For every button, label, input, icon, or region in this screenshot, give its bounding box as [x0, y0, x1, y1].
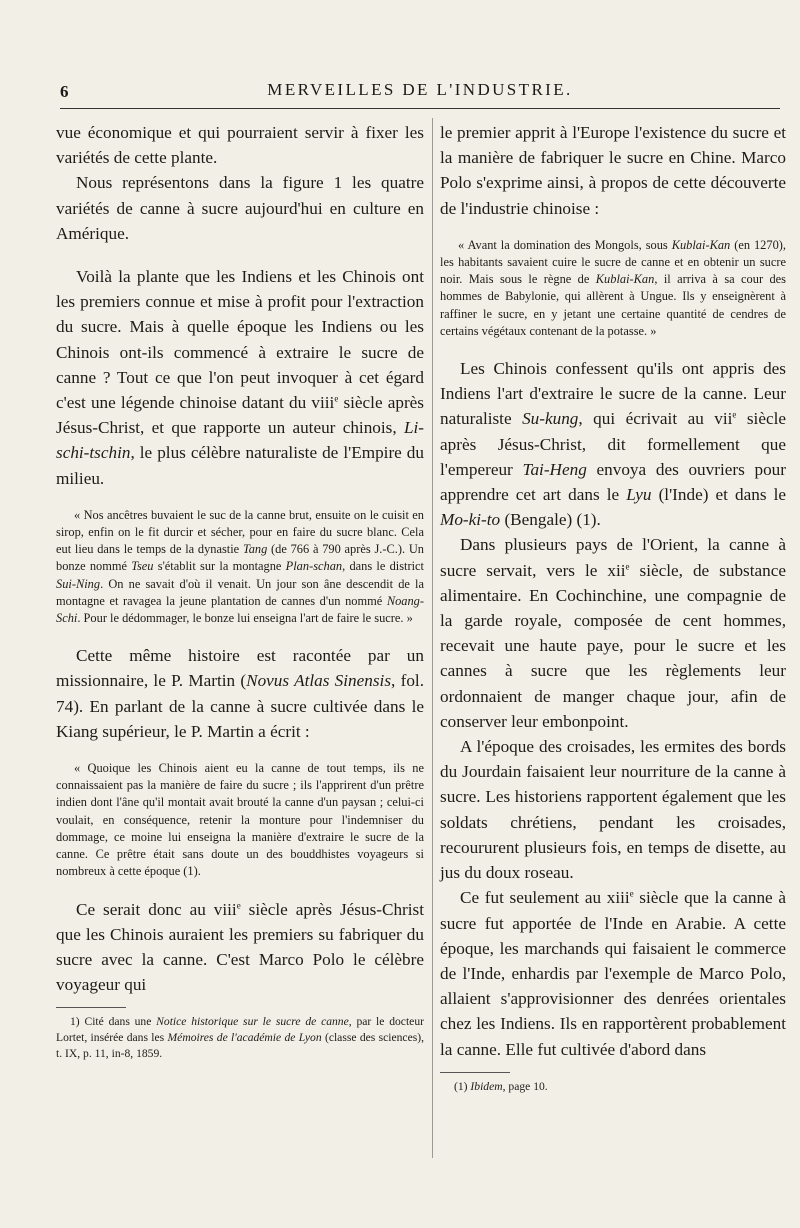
paragraph: Les Chinois confessent qu'ils ont appris des Indiens l'art d'extraire le sucre de la canne. Leur naturaliste Su-kung, qui écrivait au vii$^e$ siècle après Jésus-Christ, dit formellement que l'empereur Tai-Heng envoya des ouvriers pour apprendre cet art dans le Lyu (l'Inde) et dans le Mo-ki-to (Bengale) (1). [440, 359, 787, 530]
footnote-rule [440, 1072, 510, 1073]
paragraph: A l'époque des croisades, les ermites des bords du Jourdain faisaient leur nourriture de la canne à sucre. Les historiens rapportent également que les soldats chrétiens, pendant les croisades, recoururent plusieurs fois, en temps de disette, au jus du doux roseau. [440, 737, 786, 883]
paragraph: Cette même histoire est racontée par un missionnaire, le P. Martin (Novus Atlas Sinensis, fol. 74). En parlant de la canne à sucre cultivée dans le Kiang supérieur, le P. Martin a écrit : [56, 646, 425, 741]
page-header [60, 78, 780, 108]
footnote: (1) Ibidem, page 10. [454, 1079, 548, 1093]
footnote: 1) Cité dans une Notice historique sur le sucre de canne, par le docteur Lortet, insérée dans les Mémoires de l'académie de Lyon (classe des sciences), t. IX, p. 11, in-8, 1859. [56, 1015, 424, 1060]
column-divider [432, 118, 433, 1158]
page-number: 6 [60, 82, 69, 101]
block-quote: « Avant la domination des Mongols, sous Kublai-Kan (en 1270), les habitants savaient cuire le sucre de canne et en obtenir un sucre noir. Mais sous le règne de Kublai-Kan, il arriva à sa cour des hommes de Babylonie, qui allèrent à Ungue. Ils y enseignèrent à raffiner le sucre, en y jetant une certaine quantité de cendres de certains végétaux contenant de la potasse. » [440, 237, 786, 338]
paragraph: Ce fut seulement au xiii$^e$ siècle que la canne à sucre fut apportée de l'Inde en Arabie. A cette époque, les marchands qui faisaient le commerce de l'Inde, enhardis par l'exemple de Marco Polo, allaient s'approvisionner des denrées orientales chez les Indiens. Ils en rapportèrent probablement la canne. Elle fut cultivée d'abord dans [440, 888, 786, 1059]
paragraph: Voilà la plante que les Indiens et les Chinois ont les premiers connue et mise à profit pour l'extraction du sucre. Mais à quelle époque les Indiens ou les Chinois ont-ils commencé à extraire le sucre de canne ? Tout ce que l'on peut invoquer à cet égard c'est une légende chinoise datant du viii$^e$ siècle après Jésus-Christ, et que rapporte un auteur chinois, Li-schi-tschin, le plus célèbre naturaliste de l'Empire du milieu. [56, 267, 424, 488]
header-rule [60, 108, 780, 109]
paragraph: vue économique et qui pourraient servir à fixer les variétés de cette plante. [56, 123, 424, 168]
paragraph: le premier apprit à l'Europe l'existence du sucre et la manière de fabriquer le sucre en Chine. Marco Polo s'exprime ainsi, à propos de cette découverte de l'industrie chinoise : [440, 123, 786, 218]
left-column [56, 120, 424, 1061]
footnote-rule [56, 1007, 126, 1008]
right-column [440, 120, 786, 1094]
block-quote: « Quoique les Chinois aient eu la canne de tout temps, ils ne connaissaient pas la manière de faire du sucre ; ils l'apprirent d'un prêtre indien dont l'âne qu'il montait avait brouté la canne d'un paysan ; celui-ci voulait, en conséquence, retenir la monture pour l'indemniser du dommage, ce moine lui enseigna la manière d'extraire le sucre de la canne. Ce prêtre était sans doute un des bouddhistes voyageurs si nombreux à cette époque (1). [56, 761, 424, 879]
paragraph: Nous représentons dans la figure 1 les quatre variétés de canne à sucre aujourd'hui en culture en Amérique. [56, 173, 424, 243]
paragraph: Dans plusieurs pays de l'Orient, la canne à sucre servait, vers le xii$^e$ siècle, de substance alimentaire. En Cochinchine, une compagnie de la garde royale, composée de cent hommes, recevait une haute paye, pour le sucre et les cannes à sucre que les règlements leur ordonnaient de manger chaque jour, afin de conserver leur embonpoint. [440, 535, 786, 731]
running-title: MERVEILLES DE L'INDUSTRIE. [267, 80, 573, 99]
block-quote: « Nos ancêtres buvaient le suc de la canne brut, ensuite on le cuisit en sirop, enfin on le fit durcir et sécher, pour en faire du sucre blanc. Cela eut lieu dans le temps de la dynastie Tang (de 766 à 790 après J.-C.). Un bonze nommé Tseu s'établit sur la montagne Plan-schan, dans le district Sui-Ning. On ne savait d'où il venait. Un jour son âne descendit de la montagne et ravagea la jeune plantation de cannes d'un nommé Noang-Schi. Pour le dédommager, le bonze lui enseigna l'art de faire le sucre. » [56, 507, 424, 626]
paragraph: Ce serait donc au viii$^e$ siècle après Jésus-Christ que les Chinois auraient les premiers su fabriquer du sucre avec la canne. C'est Marco Polo le célèbre voyageur qui [56, 899, 424, 995]
